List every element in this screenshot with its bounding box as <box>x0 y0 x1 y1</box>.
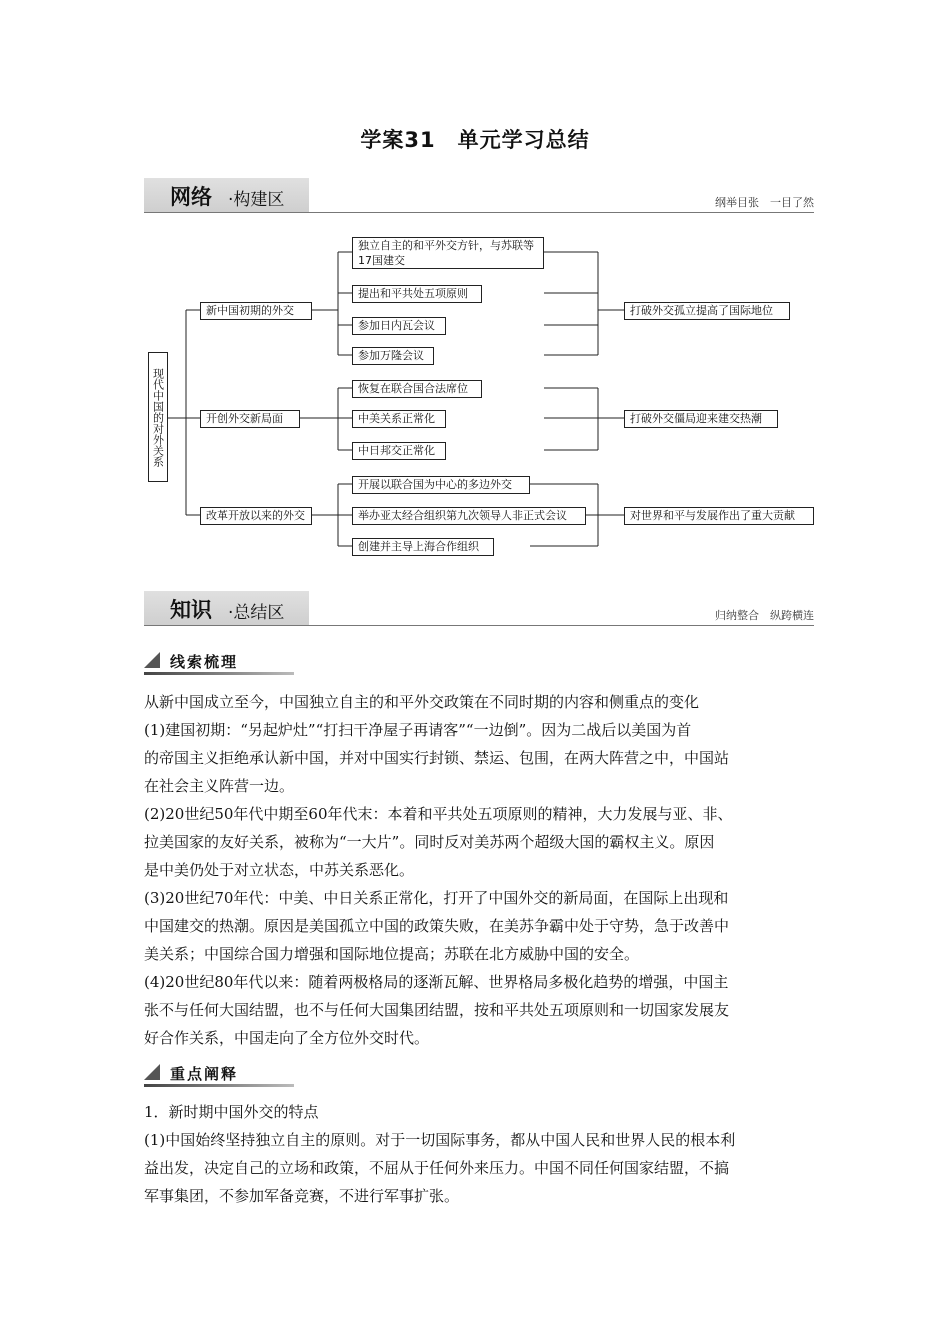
leaf-node: 中日邦交正常化 <box>352 442 446 460</box>
triangle-icon <box>144 1064 160 1080</box>
subheading-label: 线索梳理 <box>170 653 239 671</box>
text-line: 美关系；中国综合国力增强和国际地位提高；苏联在北方威胁中国的安全。 <box>144 945 640 963</box>
result-node: 对世界和平与发展作出了重大贡献 <box>624 507 814 525</box>
text-line: (4)20世纪80年代以来：随着两极格局的逐渐瓦解、世界格局多极化趋势的增强，中国主 <box>144 973 729 991</box>
text-line: (2)20世纪50年代中期至60年代末：本着和平共处五项原则的精神，大力发展与亚、非、 <box>144 805 733 823</box>
text-line: (1)中国始终坚持独立自主的原则。对于一切国际事务，都从中国人民和世界人民的根本利 <box>144 1131 736 1149</box>
text-line: 1．新时期中国外交的特点 <box>144 1103 319 1121</box>
text-line: 的帝国主义拒绝承认新中国，并对中国实行封锁、禁运、包围，在两大阵营之中，中国站 <box>144 749 730 767</box>
leaf-node: 独立自主的和平外交方针，与苏联等17国建交 <box>352 237 544 269</box>
subheading-bar <box>144 672 294 675</box>
section-subtitle: ·构建区 <box>228 190 285 210</box>
section-subtitle: ·总结区 <box>228 603 285 623</box>
subheading-key-points <box>144 1060 294 1088</box>
leaf-node: 恢复在联合国合法席位 <box>352 380 482 398</box>
text-line: (1)建国初期：“另起炉灶”“打扫干净屋子再请客”“一边倒”。因为二战后以美国为首 <box>144 721 692 739</box>
tree-root: 现代中国的对外关系 <box>148 352 168 482</box>
text-line: 中国建交的热潮。原因是美国孤立中国的政策失败，在美苏争霸中处于守势，急于改善中 <box>144 917 730 935</box>
leaf-node: 开展以联合国为中心的多边外交 <box>352 476 530 494</box>
branch-node: 改革开放以来的外交 <box>200 507 312 525</box>
leaf-node: 中美关系正常化 <box>352 410 446 428</box>
text-line: 益出发，决定自己的立场和政策，不屈从于任何外来压力。中国不同任何国家结盟，不搞 <box>144 1159 730 1177</box>
page-title: 学案31 单元学习总结 <box>360 128 590 152</box>
section-title: 知识 <box>170 598 212 622</box>
text-line: 从新中国成立至今，中国独立自主的和平外交政策在不同时期的内容和侧重点的变化 <box>144 693 700 711</box>
leaf-node: 提出和平共处五项原则 <box>352 285 482 303</box>
section-title: 网络 <box>170 185 212 209</box>
clues-body <box>144 688 816 1052</box>
subheading-clues <box>144 648 294 676</box>
subheading-label: 重点阐释 <box>170 1065 239 1083</box>
leaf-node: 参加日内瓦会议 <box>352 317 446 335</box>
text-line: 张不与任何大国结盟，也不与任何大国集团结盟，按和平共处五项原则和一切国家发展友 <box>144 1001 730 1019</box>
leaf-node: 举办亚太经合组织第九次领导人非正式会议 <box>352 507 586 525</box>
text-line: 拉美国家的友好关系，被称为“一大片”。同时反对美苏两个超级大国的霸权主义。原因 <box>144 833 715 851</box>
text-line: 是中美仍处于对立状态，中苏关系恶化。 <box>144 861 415 879</box>
section-motto: 纲举目张 一目了然 <box>715 196 814 209</box>
leaf-node: 参加万隆会议 <box>352 347 434 365</box>
subheading-bar <box>144 1084 294 1087</box>
text-line: (3)20世纪70年代：中美、中日关系正常化，打开了中国外交的新局面，在国际上出现和 <box>144 889 729 907</box>
section-header-knowledge <box>144 591 814 625</box>
triangle-icon <box>144 652 160 668</box>
text-line: 在社会主义阵营一边。 <box>144 777 295 795</box>
section-header-network <box>144 178 814 212</box>
key-points-body <box>144 1098 816 1210</box>
branch-node: 新中国初期的外交 <box>200 302 312 320</box>
leaf-node: 创建并主导上海合作组织 <box>352 538 494 556</box>
text-line: 军事集团，不参加军备竞赛，不进行军事扩张。 <box>144 1187 460 1205</box>
result-node: 打破外交孤立提高了国际地位 <box>624 302 790 320</box>
result-node: 打破外交僵局迎来建交热潮 <box>624 410 778 428</box>
section-rule <box>144 625 814 626</box>
text-line: 好合作关系，中国走向了全方位外交时代。 <box>144 1029 430 1047</box>
branch-node: 开创外交新局面 <box>200 410 300 428</box>
section-motto: 归纳整合 纵跨横连 <box>715 609 814 622</box>
section-rule <box>144 212 814 213</box>
